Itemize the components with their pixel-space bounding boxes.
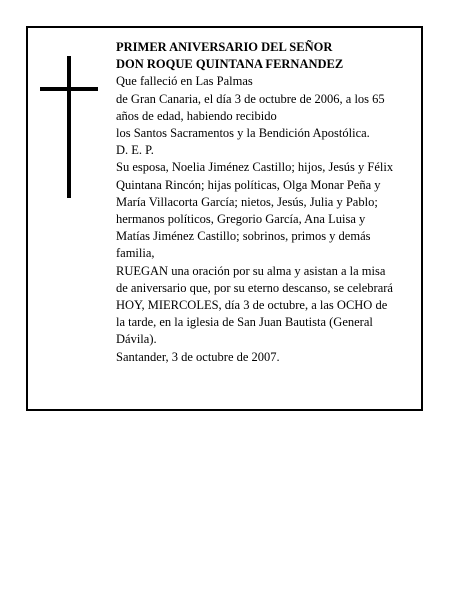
obituary-notice-frame <box>26 26 423 411</box>
body-line: familia, <box>116 246 155 261</box>
body-line: Dávila). <box>116 332 157 347</box>
body-line: Santander, 3 de octubre de 2007. <box>116 349 280 364</box>
body-line: Que falleció en Las Palmas <box>116 74 253 89</box>
body-line: María Villacorta García; nietos, Jesús, Julia y Pablo; <box>116 194 378 209</box>
body-line: de aniversario que, por su eterno descanso, se celebrará <box>116 280 393 295</box>
body-line: años de edad, habiendo recibido <box>116 108 277 123</box>
body-line: de Gran Canaria, el día 3 de octubre de 2006, a los 65 <box>116 91 385 106</box>
body-line: Quintana Rincón; hijas políticas, Olga Monar Peña y <box>116 177 381 192</box>
body-line: Matías Jiménez Castillo; sobrinos, primos y demás <box>116 229 371 244</box>
latin-cross-icon <box>40 56 98 198</box>
body-line: la tarde, en la iglesia de San Juan Bautista (General <box>116 315 373 330</box>
cross-vertical-bar <box>67 56 71 198</box>
body-line: HOY, MIERCOLES, día 3 de octubre, a las OCHO de <box>116 298 388 313</box>
body-line: los Santos Sacramentos y la Bendición Apostólica. <box>116 126 370 141</box>
body-line: Su esposa, Noelia Jiménez Castillo; hijos, Jesús y Félix <box>116 160 394 175</box>
body-line: hermanos políticos, Gregorio García, Ana Luisa y <box>116 212 366 227</box>
cross-horizontal-bar <box>40 87 98 91</box>
body-line: D. E. P. <box>116 143 154 158</box>
obituary-text <box>116 39 421 366</box>
heading-line-1: PRIMER ANIVERSARIO DEL SEÑOR <box>116 40 333 54</box>
body-line: RUEGAN una oración por su alma y asistan a la misa <box>116 263 386 278</box>
heading-line-2: DON ROQUE QUINTANA FERNANDEZ <box>116 57 344 72</box>
